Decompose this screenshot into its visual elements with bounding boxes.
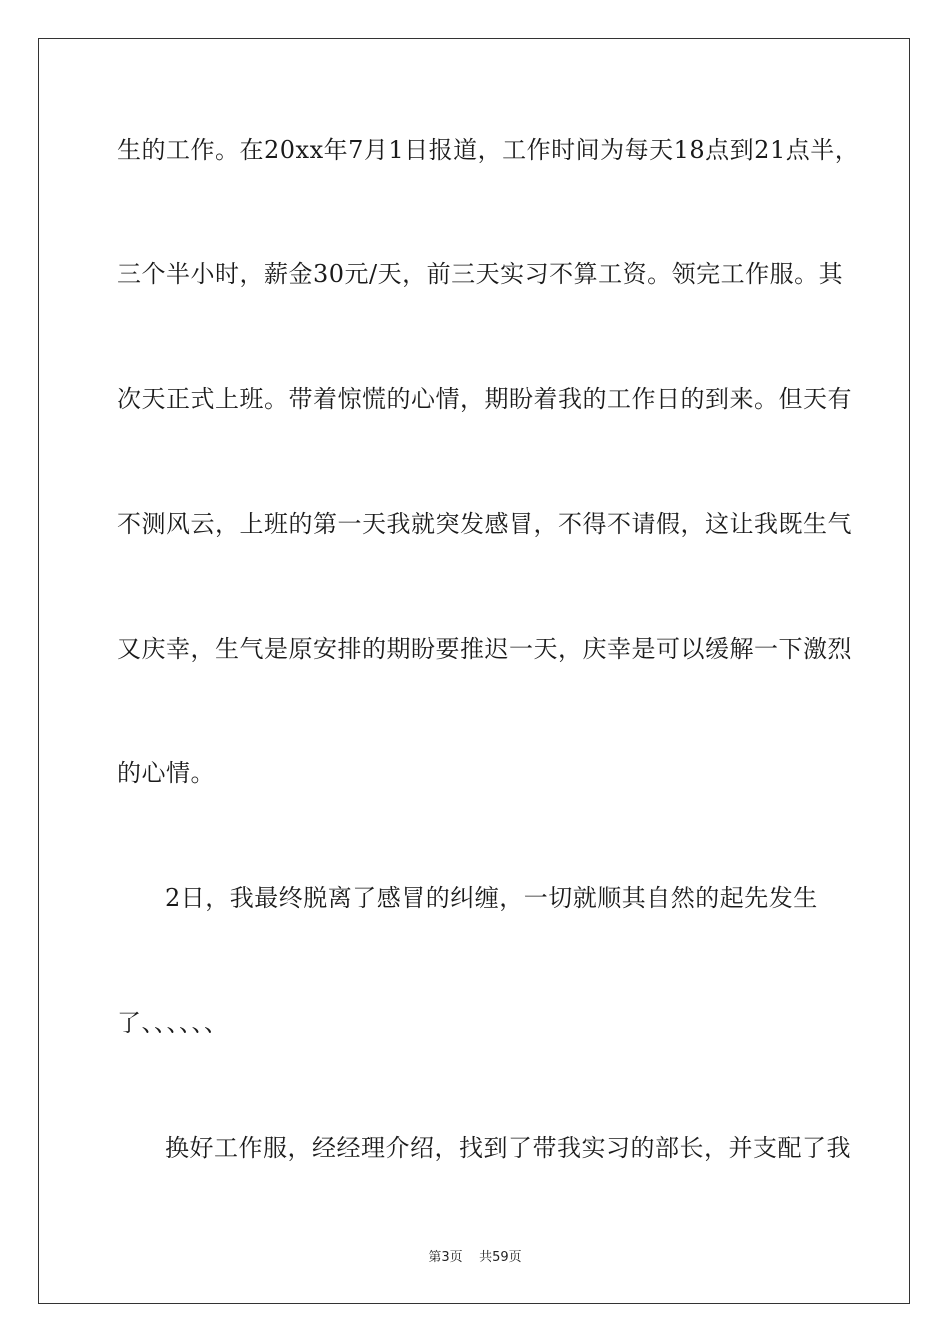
- text-line-6: 的心情。: [117, 759, 215, 787]
- text-line-3: 次天正式上班。带着惊慌的心情，期盼着我的工作日的到来。但天有: [117, 385, 852, 413]
- text-line-9: 换好工作服，经经理介绍，找到了带我实习的部长，并支配了我: [165, 1134, 851, 1162]
- text-line-8: 了、、、、、、: [117, 1009, 229, 1037]
- text-line-1: 生的工作。在20xx年7月1日报道，工作时间为每天18点到21点半，: [117, 136, 860, 164]
- page-footer: [0, 1246, 950, 1265]
- page-border: [38, 38, 910, 1304]
- text-line-2: 三个半小时，薪金30元/天，前三天实习不算工资。领完工作服。其: [117, 260, 844, 288]
- text-line-5: 又庆幸，生气是原安排的期盼要推迟一天，庆幸是可以缓解一下激烈: [117, 635, 852, 663]
- text-line-7: 2日，我最终脱离了感冒的纠缠，一切就顺其自然的起先发生: [165, 884, 818, 912]
- page-number: 第3页: [428, 1250, 463, 1265]
- total-pages: 共59页: [479, 1250, 522, 1265]
- text-line-4: 不测风云，上班的第一天我就突发感冒，不得不请假，这让我既生气: [117, 510, 852, 538]
